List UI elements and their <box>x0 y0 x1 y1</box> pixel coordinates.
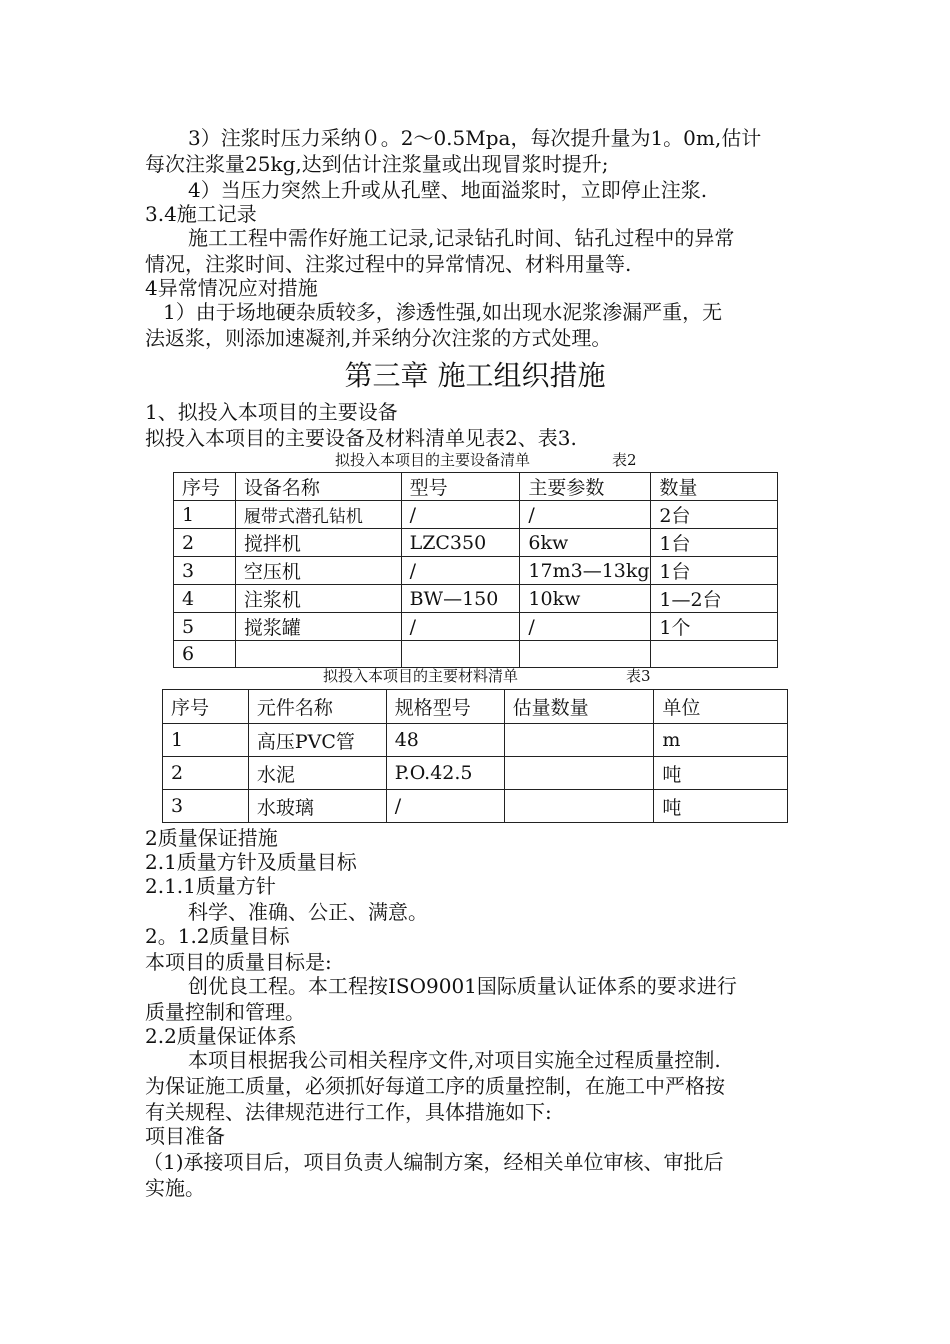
table-cell: 吨 <box>654 790 788 823</box>
table-cell: 搅浆罐 <box>235 613 401 641</box>
quality-goal-text: 创优良工程。本工程按ISO9001国际质量认证体系的要求进行 <box>188 974 737 998</box>
section-heading-equipment: 1、拟投入本项目的主要设备 <box>145 400 398 424</box>
table-cell: 1 <box>163 724 249 757</box>
table-cell: LZC350 <box>401 529 520 557</box>
table-cell: 高压PVC管 <box>248 724 386 757</box>
table-cell: BW—150 <box>401 585 520 613</box>
quality-system-text: 本项目根据我公司相关程序文件,对项目实施全过程质量控制. <box>188 1048 721 1072</box>
table-cell: 17m3—13kg <box>520 557 651 585</box>
table-cell: 6 <box>174 641 236 668</box>
prep-item-1: （1)承接项目后，项目负责人编制方案，经相关单位审核、审批后 <box>143 1150 724 1174</box>
table-cell: 3 <box>174 557 236 585</box>
table-header-row <box>174 473 778 501</box>
quality-goal-text-cont: 质量控制和管理。 <box>145 1000 305 1024</box>
table-cell <box>504 790 654 823</box>
paragraph-stop-grouting: 4）当压力突然上升或从孔壁、地面溢浆时，立即停止注浆. <box>188 178 708 202</box>
table-header-cell: 主要参数 <box>520 473 651 501</box>
quality-system-text-cont2: 有关规程、法律规范进行工作，具体措施如下: <box>145 1100 552 1124</box>
heading-project-prep: 项目准备 <box>145 1124 225 1148</box>
table-row <box>174 585 778 613</box>
table-header-cell: 序号 <box>163 690 249 724</box>
chapter-title: 第三章 施工组织措施 <box>344 359 606 392</box>
table-row <box>174 613 778 641</box>
table-header-row <box>163 690 788 724</box>
section-intro: 拟投入本项目的主要设备及材料清单见表2、表3. <box>145 426 577 450</box>
table-row <box>163 724 788 757</box>
table-cell: 吨 <box>654 757 788 790</box>
table-row <box>163 790 788 823</box>
table-cell <box>651 641 778 668</box>
equipment-table <box>173 472 778 668</box>
table-cell: 6kw <box>520 529 651 557</box>
heading-3-4: 3.4施工记录 <box>145 202 257 226</box>
table-cell: 2台 <box>651 501 778 529</box>
table-cell <box>520 641 651 668</box>
table-cell <box>504 757 654 790</box>
heading-2-1: 2.1质量方针及质量目标 <box>145 850 357 874</box>
table-cell: 注浆机 <box>235 585 401 613</box>
table-row <box>163 757 788 790</box>
heading-2-2: 2.2质量保证体系 <box>145 1024 297 1048</box>
table-cell: 水泥 <box>248 757 386 790</box>
table-cell: 4 <box>174 585 236 613</box>
table-cell: 1台 <box>651 557 778 585</box>
table-cell: 1 <box>174 501 236 529</box>
table-cell: 3 <box>163 790 249 823</box>
table-cell: / <box>520 501 651 529</box>
materials-table <box>162 689 788 823</box>
table-cell: 48 <box>386 724 504 757</box>
quality-goal-intro: 本项目的质量目标是: <box>145 950 332 974</box>
table-cell: 履带式潜孔钻机 <box>235 501 401 529</box>
heading-2-1-2: 2。1.2质量目标 <box>145 924 290 948</box>
paragraph-records: 施工工程中需作好施工记录,记录钻孔时间、钻孔过程中的异常 <box>188 226 735 250</box>
table-header-cell: 数量 <box>651 473 778 501</box>
paragraph-grouting-pressure: 3）注浆时压力采纳０。2～0.5Mpa，每次提升量为1。0m,估计 <box>188 126 762 150</box>
table-header-cell: 单位 <box>654 690 788 724</box>
table-cell <box>401 641 520 668</box>
table-cell: 搅拌机 <box>235 529 401 557</box>
table-cell: P.O.42.5 <box>386 757 504 790</box>
quality-policy-text: 科学、准确、公正、满意。 <box>188 900 428 924</box>
table-header-cell: 估量数量 <box>504 690 654 724</box>
table-cell: 空压机 <box>235 557 401 585</box>
table-cell: 5 <box>174 613 236 641</box>
paragraph-grouting-pressure-cont: 每次注浆量25kg,达到估计注浆量或出现冒浆时提升; <box>145 152 609 176</box>
table-row <box>174 641 778 668</box>
paragraph-leakage: 1）由于场地硬杂质较多，渗透性强,如出现水泥浆渗漏严重，无 <box>163 300 723 324</box>
quality-system-text-cont1: 为保证施工质量，必须抓好每道工序的质量控制，在施工中严格按 <box>145 1074 725 1098</box>
heading-4: 4异常情况应对措施 <box>145 276 318 300</box>
table-cell: 10kw <box>520 585 651 613</box>
table-cell: 水玻璃 <box>248 790 386 823</box>
table-cell <box>235 641 401 668</box>
table-header-cell: 序号 <box>174 473 236 501</box>
table-cell: 1个 <box>651 613 778 641</box>
table-cell: / <box>401 557 520 585</box>
table3-caption: 拟投入本项目的主要材料清单 <box>323 667 519 685</box>
table2-label: 表2 <box>612 451 637 469</box>
table-cell: / <box>401 613 520 641</box>
heading-2-quality: 2质量保证措施 <box>145 826 278 850</box>
table-cell: / <box>386 790 504 823</box>
table-cell: / <box>401 501 520 529</box>
table-cell: / <box>520 613 651 641</box>
paragraph-leakage-cont: 法返浆，则添加速凝剂,并采纳分次注浆的方式处理。 <box>145 326 612 350</box>
prep-item-1-cont: 实施。 <box>145 1176 205 1200</box>
table-cell: 1—2台 <box>651 585 778 613</box>
table-row <box>174 529 778 557</box>
table-row <box>174 557 778 585</box>
table-row <box>174 501 778 529</box>
table-cell: m <box>654 724 788 757</box>
table-header-cell: 设备名称 <box>235 473 401 501</box>
table-cell: 1台 <box>651 529 778 557</box>
table-header-cell: 元件名称 <box>248 690 386 724</box>
heading-2-1-1: 2.1.1质量方针 <box>145 874 276 898</box>
table-cell: 2 <box>174 529 236 557</box>
table3-label: 表3 <box>626 667 651 685</box>
table2-caption: 拟投入本项目的主要设备清单 <box>335 451 531 469</box>
table-header-cell: 规格型号 <box>386 690 504 724</box>
table-header-cell: 型号 <box>401 473 520 501</box>
table-cell: 2 <box>163 757 249 790</box>
paragraph-records-cont: 情况，注浆时间、注浆过程中的异常情况、材料用量等. <box>145 252 632 276</box>
table-cell <box>504 724 654 757</box>
